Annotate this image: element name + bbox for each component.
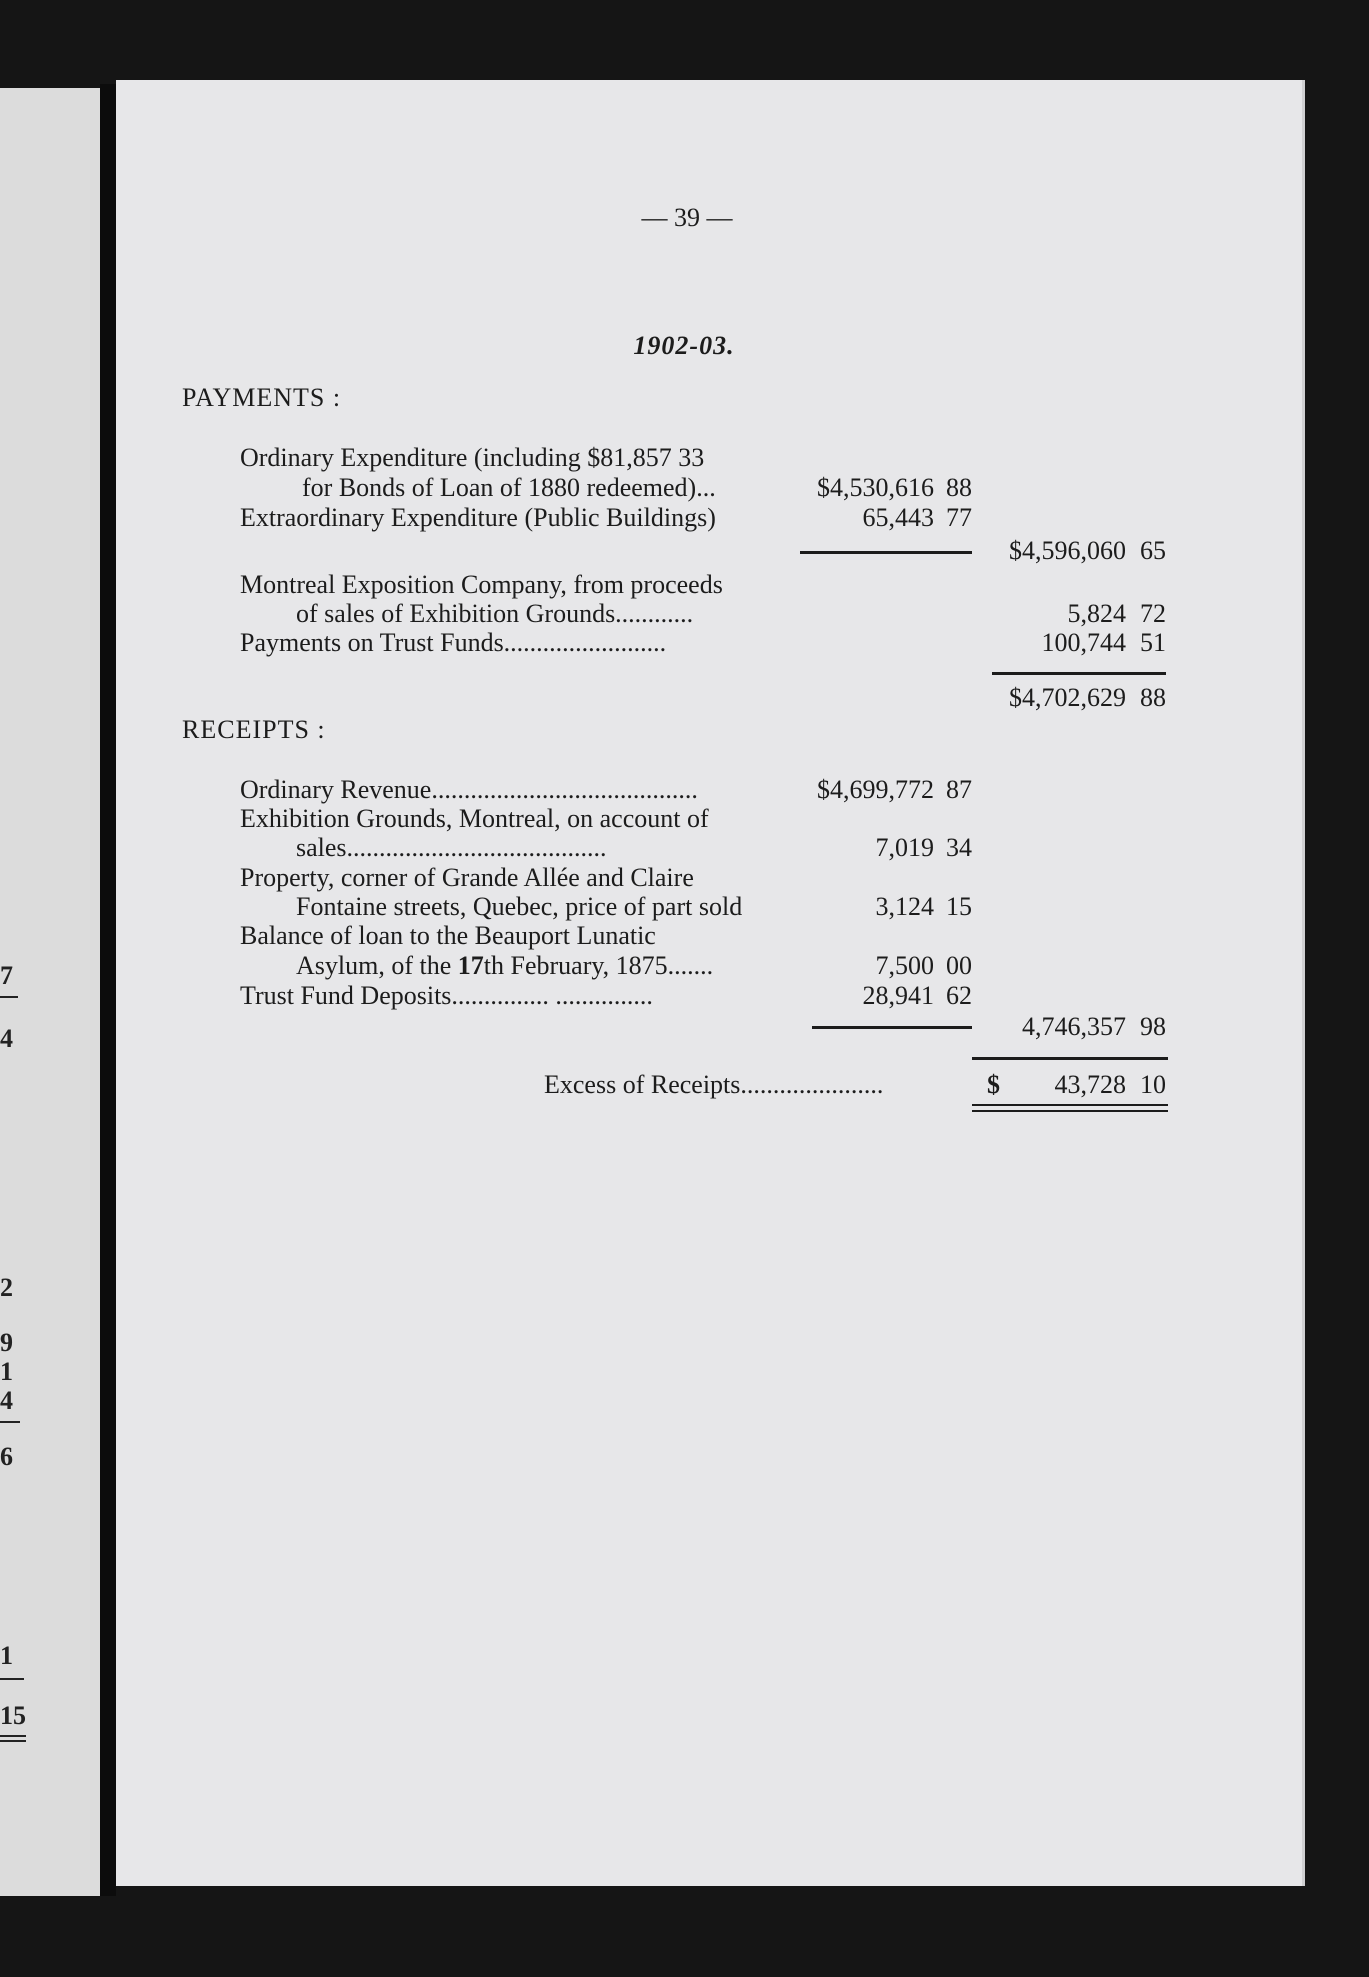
fiscal-year-heading: 1902-03.	[633, 331, 735, 360]
excess-of-receipts-label: Excess of Receipts......................	[544, 1070, 884, 1099]
property-cents: 15	[946, 892, 972, 921]
exhibition-grounds-amount: 7,019	[875, 833, 934, 862]
receipts-total-cents: 98	[1140, 1012, 1166, 1041]
payments-total-rule	[992, 672, 1166, 675]
receipts-total-amount: 4,746,357	[1022, 1012, 1126, 1041]
payments-total-amount: $4,702,629	[1009, 683, 1126, 712]
extraordinary-expenditure-amount: 65,443	[862, 503, 934, 532]
beauport-loan-day: 17	[457, 951, 484, 980]
excess-top-rule	[972, 1057, 1168, 1060]
montreal-exposition-label: Montreal Exposition Company, from proceeds	[240, 570, 723, 599]
left-page-number: 6	[0, 1442, 13, 1471]
left-page-number: 7	[0, 961, 13, 990]
beauport-loan-label-cont	[296, 953, 713, 979]
previous-page-strip	[0, 88, 100, 1896]
ordinary-expenditure-amount: $4,530,616	[817, 473, 934, 502]
subtotal-rule	[800, 551, 972, 554]
left-page-number: 1	[0, 1641, 13, 1670]
extraordinary-expenditure-label: Extraordinary Expenditure (Public Buildings)	[240, 503, 716, 532]
montreal-exposition-label-cont: of sales of Exhibition Grounds............	[296, 599, 694, 628]
left-page-number: 1	[0, 1357, 13, 1386]
left-page-number: 2	[0, 1273, 13, 1302]
beauport-loan-label: Balance of loan to the Beauport Lunatic	[240, 921, 656, 950]
ordinary-revenue-amount: $4,699,772	[817, 775, 934, 804]
excess-of-receipts-amount: 43,728	[1054, 1070, 1126, 1099]
montreal-exposition-cents: 72	[1140, 599, 1166, 628]
extraordinary-expenditure-cents: 77	[946, 503, 972, 532]
excess-dollar-sign: $	[987, 1070, 1000, 1099]
ordinary-expenditure-cents: 88	[946, 473, 972, 502]
trust-funds-payments-label: Payments on Trust Funds.........................	[240, 628, 667, 657]
trust-funds-payments-amount: 100,744	[1041, 628, 1126, 657]
excess-double-rule-top	[972, 1104, 1168, 1106]
ordinary-expenditure-label-cont: for Bonds of Loan of 1880 redeemed)...	[302, 473, 716, 502]
document-page	[116, 80, 1305, 1886]
payments-subtotal-cents: 65	[1140, 536, 1166, 565]
payments-heading: PAYMENTS :	[182, 383, 342, 412]
ordinary-revenue-label: Ordinary Revenue.........................................	[240, 775, 698, 804]
exhibition-grounds-label-cont: sales........................................	[296, 833, 607, 862]
payments-total-cents: 88	[1140, 683, 1166, 712]
exhibition-grounds-label: Exhibition Grounds, Montreal, on account of	[240, 804, 709, 833]
left-page-number: 4	[0, 1024, 13, 1053]
left-page-rule	[0, 1735, 26, 1737]
receipts-heading: RECEIPTS :	[182, 715, 326, 744]
beauport-loan-cents: 00	[946, 951, 972, 980]
montreal-exposition-amount: 5,824	[1067, 599, 1126, 628]
left-page-number: 4	[0, 1386, 13, 1415]
left-page-number: 9	[0, 1328, 13, 1357]
ordinary-revenue-cents: 87	[946, 775, 972, 804]
left-page-rule	[0, 1740, 26, 1742]
beauport-loan-amount: 7,500	[875, 951, 934, 980]
property-label-cont: Fontaine streets, Quebec, price of part sold	[296, 892, 743, 921]
property-amount: 3,124	[875, 892, 934, 921]
beauport-loan-date: th February, 1875.......	[483, 951, 714, 980]
left-page-rule	[0, 996, 18, 998]
ordinary-expenditure-label: Ordinary Expenditure (including $81,857 33	[240, 443, 705, 472]
trust-fund-deposits-amount: 28,941	[862, 981, 934, 1010]
page-number: — 39 —	[641, 203, 733, 232]
excess-double-rule-bottom	[972, 1110, 1168, 1112]
exhibition-grounds-cents: 34	[946, 833, 972, 862]
book-spine	[100, 84, 116, 1896]
trust-funds-payments-cents: 51	[1140, 628, 1166, 657]
receipts-subtotal-rule	[812, 1026, 972, 1029]
trust-fund-deposits-label: Trust Fund Deposits............... ...............	[240, 981, 653, 1010]
property-label: Property, corner of Grande Allée and Claire	[240, 863, 694, 892]
left-page-rule	[0, 1421, 20, 1423]
trust-fund-deposits-cents: 62	[946, 981, 972, 1010]
beauport-loan-text: Asylum, of the	[296, 951, 458, 980]
payments-subtotal-amount: $4,596,060	[1009, 536, 1126, 565]
excess-of-receipts-cents: 10	[1140, 1070, 1166, 1099]
left-page-rule	[0, 1678, 24, 1680]
left-page-number: 15	[0, 1701, 26, 1730]
